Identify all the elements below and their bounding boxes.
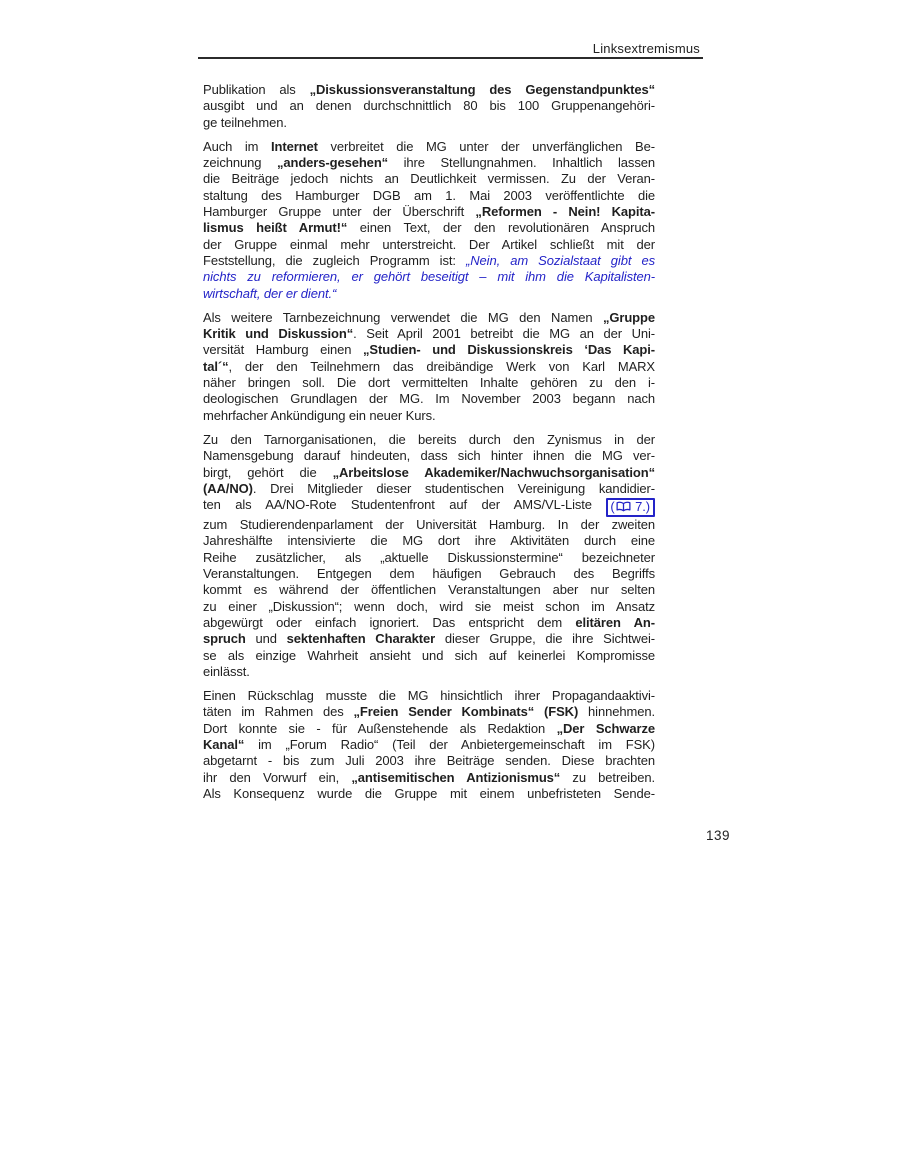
- text-line: [203, 115, 655, 131]
- header-rule: [198, 57, 703, 59]
- text-segment: Als weitere Tarnbezeichnung verwendet die MG den Namen: [203, 309, 603, 325]
- text-segment: se als einzige Wahrheit ansieht und sich auf keinerlei Kompromisse: [203, 647, 655, 663]
- text-segment: Kritik und Diskussion“: [203, 326, 354, 342]
- text-line: [203, 310, 655, 326]
- text-segment: , der den Teilnehmern das dreibändige Werk von Karl MARX: [228, 358, 655, 374]
- text-line: [203, 582, 655, 598]
- text-segment: „antisemitischen Antizionismus“: [351, 769, 561, 785]
- text-segment: die Beiträge jedoch nichts an Deutlichkeit vermissen. Zu der Veran-: [203, 171, 655, 187]
- text-segment: zu einer „Diskussion“; wenn doch, wird sie meist schon im Ansatz: [203, 598, 655, 614]
- open-book-icon: [616, 501, 631, 514]
- text-line: [203, 220, 655, 236]
- text-line: [203, 375, 655, 391]
- text-line: [203, 704, 655, 720]
- text-line: [203, 171, 655, 187]
- text-segment: Hamburger Gruppe unter der Überschrift: [203, 204, 476, 220]
- text-segment: Zu den Tarnorganisationen, die bereits durch den Zynismus in der: [203, 431, 655, 447]
- text-line: [203, 550, 655, 566]
- text-line: [203, 648, 655, 664]
- paragraph: [203, 432, 655, 680]
- text-line: [203, 391, 655, 407]
- text-segment: Reihe zusätzlicher, als „aktuelle Diskussionstermine“ bezeichneter: [203, 549, 655, 565]
- page-header-label: Linksextremismus: [592, 41, 700, 56]
- text-segment: kommt es während der öffentlichen Veranstaltungen aber nur selten: [203, 582, 655, 598]
- text-line: [203, 82, 655, 98]
- text-column: [203, 82, 655, 810]
- text-segment: versität Hamburg einen: [203, 342, 364, 358]
- text-segment: im „Forum Radio“ (Teil der Anbietergemeinschaft im FSK): [244, 736, 655, 752]
- text-line: [203, 237, 655, 253]
- text-line: [203, 615, 655, 631]
- paragraph: [203, 139, 655, 302]
- text-line: [203, 497, 655, 517]
- text-segment: Namensgebung darauf hindeuten, dass sich hinter ihnen die MG ver-: [203, 448, 655, 464]
- text-line: [203, 566, 655, 582]
- text-line: [203, 721, 655, 737]
- text-line: [203, 481, 655, 497]
- text-line: [203, 408, 655, 424]
- text-segment: Veranstaltungen. Entgegen dem häufigen Gebrauch des Begriffs: [203, 566, 655, 582]
- text-segment: spruch: [203, 631, 246, 647]
- text-line: [203, 155, 655, 171]
- text-segment: Feststellung, die zugleich Programm ist:: [203, 252, 467, 268]
- text-line: [203, 599, 655, 615]
- text-segment: . Seit April 2001 betreibt die MG an der Uni-: [353, 326, 655, 342]
- text-segment: tal´“: [203, 358, 229, 374]
- text-segment: ge teilnehmen.: [203, 114, 287, 130]
- text-segment: Publikation als: [203, 82, 310, 97]
- text-segment: staltung des Hamburger DGB am 1. Mai 2003 veröffentlichte die: [203, 187, 655, 203]
- text-segment: ihr den Vorwurf ein,: [203, 769, 352, 785]
- text-segment: „Reformen - Nein! Kapita-: [475, 204, 655, 220]
- text-segment: Internet: [270, 138, 318, 154]
- paragraph: [203, 310, 655, 424]
- text-line: [203, 286, 655, 302]
- text-line: [203, 188, 655, 204]
- text-segment: sektenhaften Charakter: [286, 631, 436, 647]
- text-segment: Als Konsequenz wurde die Gruppe mit einem unbefristeten Sende-: [203, 785, 655, 801]
- text-line: [203, 753, 655, 769]
- text-segment: abgewürgt oder einfach ignoriert. Das entspricht dem: [203, 614, 576, 630]
- text-line: [203, 517, 655, 533]
- text-segment: nichts zu reformieren, er gehört beseitigt – mit ihm die Kapitalisten-: [203, 269, 655, 285]
- text-segment: dieser Gruppe, die ihre Sichtwei-: [435, 631, 655, 647]
- text-line: [203, 204, 655, 220]
- text-line: [203, 359, 655, 375]
- text-line: [203, 664, 655, 680]
- text-line: [203, 342, 655, 358]
- text-segment: einen Text, der den revolutionären Anspruch: [347, 220, 655, 236]
- text-segment: Kanal“: [203, 736, 245, 752]
- text-segment: (AA/NO): [203, 480, 253, 496]
- reference-box[interactable]: ( 7.): [606, 498, 655, 517]
- text-segment: verbreitet die MG unter der unverfänglichen Be-: [317, 138, 655, 154]
- text-line: [203, 448, 655, 464]
- text-line: [203, 770, 655, 786]
- text-segment: wirtschaft, der er dient.“: [203, 285, 337, 301]
- text-line: [203, 786, 655, 802]
- text-segment: . Drei Mitglieder dieser studentischen Vereinigung kandidier-: [252, 480, 655, 496]
- text-segment: elitären An-: [575, 614, 655, 630]
- paragraph: [203, 82, 655, 131]
- text-segment: Einen Rückschlag musste die MG hinsichtlich ihrer Propagandaaktivi-: [203, 688, 655, 704]
- text-segment: ihre Stellungnahmen. Inhaltlich lassen: [388, 155, 655, 171]
- text-segment: zum Studierendenparlament der Universität Hamburg. In der zweiten: [203, 517, 655, 533]
- text-line: [203, 253, 655, 269]
- text-segment: „Freien Sender Kombinats“ (FSK): [353, 704, 579, 720]
- text-segment: „Gruppe: [602, 309, 655, 325]
- text-segment: „Nein, am Sozialstaat gibt es: [466, 252, 655, 268]
- text-segment: zu betreiben.: [560, 769, 655, 785]
- text-segment: abgetarnt - bis zum Juli 2003 ihre Beiträge senden. Diese brachten: [203, 753, 655, 769]
- text-segment: Jahreshälfte intensivierte die MG dort ihre Aktivitäten durch eine: [203, 533, 655, 549]
- text-segment: ausgibt und an denen durchschnittlich 80 bis 100 Gruppenangehöri-: [203, 98, 655, 114]
- text-line: [203, 269, 655, 285]
- text-segment: täten im Rahmen des: [203, 704, 354, 720]
- text-line: [203, 139, 655, 155]
- text-line: [203, 465, 655, 481]
- text-segment: „Studien- und Diskussionskreis ‘Das Kapi-: [363, 342, 655, 358]
- text-segment: „Arbeitslose Akademiker/Nachwuchsorganisation“: [332, 464, 655, 480]
- paragraph: [203, 688, 655, 802]
- text-line: [203, 631, 655, 647]
- text-line: [203, 533, 655, 549]
- text-line: [203, 737, 655, 753]
- text-segment: „Diskussionsveranstaltung des Gegenstandpunktes“: [309, 82, 655, 97]
- text-segment: und: [245, 631, 287, 647]
- text-segment: zeichnung: [203, 155, 277, 171]
- text-line: [203, 326, 655, 342]
- text-segment: der Gruppe einmal mehr unterstreicht. Der Artikel schließt mit der: [203, 236, 655, 252]
- text-line: [203, 98, 655, 114]
- text-segment: Auch im: [203, 138, 271, 154]
- text-segment: birgt, gehört die: [203, 464, 333, 480]
- text-line: [203, 688, 655, 704]
- text-segment: ten als AA/NO-Rote Studentenfront auf der AMS/VL-Liste: [203, 497, 607, 513]
- text-segment: hinnehmen.: [578, 704, 655, 720]
- text-segment: deologischen Grundlagen der MG. Im November 2003 begann nach: [203, 391, 655, 407]
- text-segment: mehrfacher Ankündigung ein neuer Kurs.: [203, 407, 436, 423]
- text-segment: „Der Schwarze: [556, 720, 655, 736]
- text-segment: „anders-gesehen“: [276, 155, 389, 171]
- text-segment: einlässt.: [203, 663, 250, 679]
- text-line: [203, 432, 655, 448]
- text-segment: näher bringen soll. Die dort vermittelten Inhalte gehören zu den i-: [203, 375, 655, 391]
- text-segment: Dort konnte sie - für Außenstehende als Redaktion: [203, 720, 557, 736]
- text-segment: lismus heißt Armut!“: [203, 220, 348, 236]
- page-number: 139: [705, 828, 730, 843]
